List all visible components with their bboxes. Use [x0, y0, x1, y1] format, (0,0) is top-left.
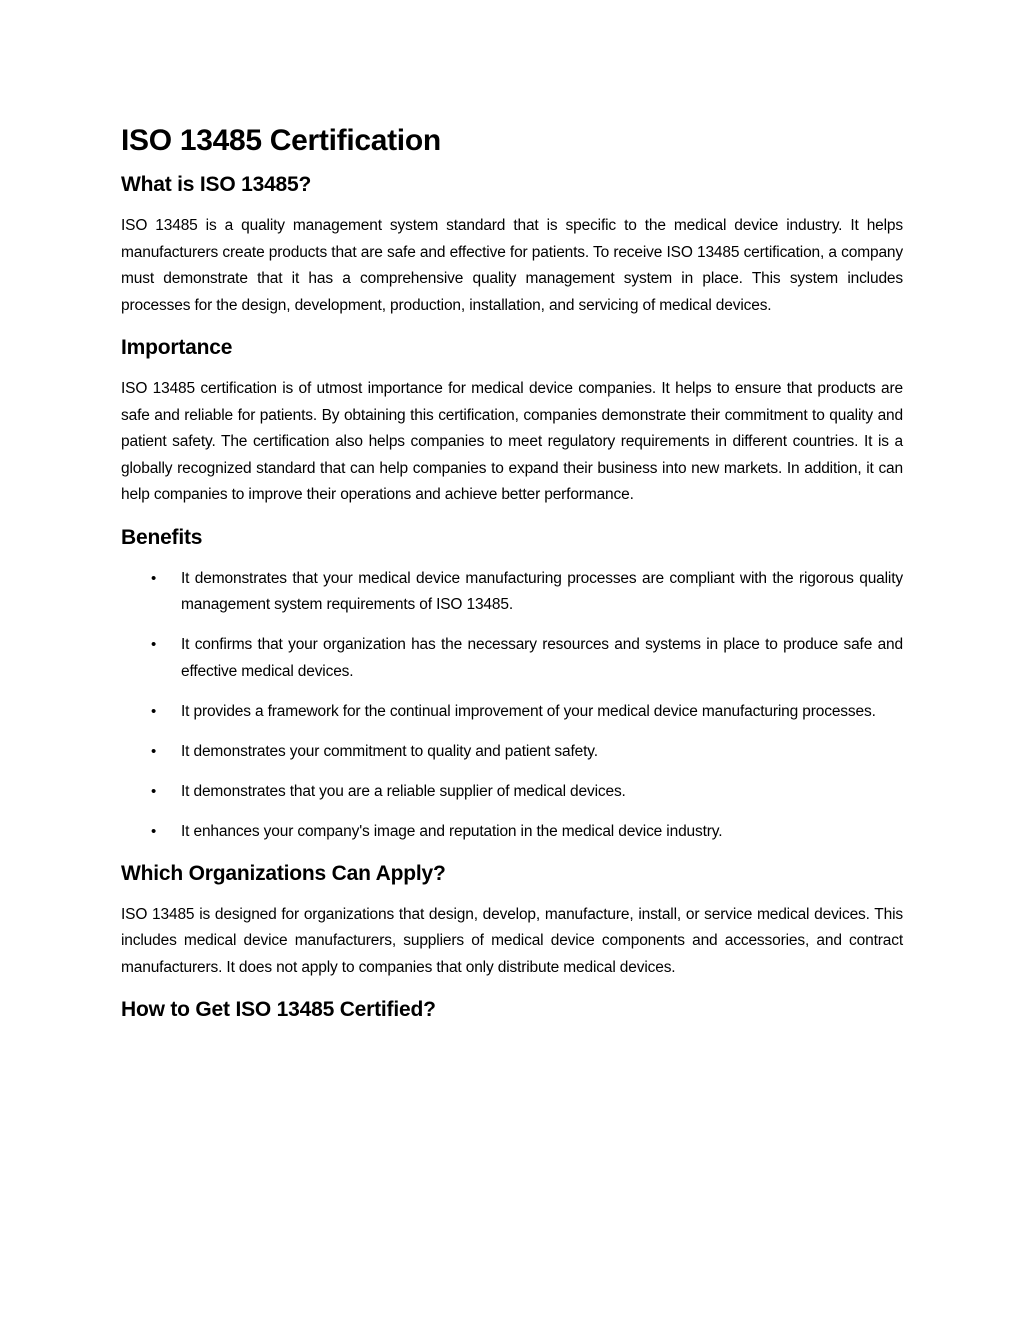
- bullet-icon: •: [151, 742, 157, 760]
- list-item-text: It confirms that your organization has the necessary resources and systems in place to produce safe and effective medical devices.: [181, 636, 903, 680]
- list-item: [121, 632, 903, 685]
- list-item: [121, 739, 903, 766]
- section-heading-importance: Importance: [121, 336, 233, 359]
- bullet-icon: •: [151, 782, 157, 800]
- list-item: [121, 779, 903, 806]
- list-item: [121, 699, 903, 726]
- list-item-text: It enhances your company's image and reputation in the medical device industry.: [181, 822, 723, 840]
- list-item-text: It demonstrates your commitment to quality and patient safety.: [181, 742, 598, 760]
- section-heading-benefits: Benefits: [121, 525, 203, 549]
- bullet-icon: •: [151, 702, 157, 720]
- section-heading-how-to-certify: How to Get ISO 13485 Certified?: [121, 998, 436, 1021]
- bullet-icon: •: [151, 636, 157, 653]
- section-heading-what-is: What is ISO 13485?: [121, 173, 312, 196]
- section-heading-who-can-apply: Which Organizations Can Apply?: [121, 861, 446, 885]
- section-body-what-is: ISO 13485 is a quality management system standard that is specific to the medical device industry. It helps manufacturers create products that are safe and effective for patients. To receive ISO 13485 certification, a company must demonstrate that it has a comprehensive quality management system in place. This system includes processes for the design, development, production, installation, and servicing of medical devices.: [121, 217, 903, 314]
- list-item-text: It demonstrates that your medical device manufacturing processes are compliant with the rigorous quality management system requirements of ISO 13485.: [181, 569, 903, 613]
- list-item: [121, 819, 903, 846]
- list-item: [121, 566, 903, 619]
- list-item-text: It provides a framework for the continual improvement of your medical device manufacturing processes.: [181, 702, 876, 720]
- benefits-list: [121, 566, 903, 846]
- bullet-icon: •: [151, 569, 157, 587]
- bullet-icon: •: [151, 822, 157, 840]
- document-page: [121, 118, 903, 1038]
- page-title: ISO 13485 Certification: [121, 124, 441, 157]
- section-body-importance: ISO 13485 certification is of utmost importance for medical device companies. It helps to ensure that products are safe and reliable for patients. By obtaining this certification, companies demonstrate their commitment to quality and patient safety. The certification also helps companies to meet regulatory requirements in different countries. It is a globally recognized standard that can help companies to expand their business into new markets. In addition, it can help companies to improve their operations and achieve better performance.: [121, 380, 903, 503]
- list-item-text: It demonstrates that you are a reliable supplier of medical devices.: [181, 782, 626, 800]
- section-body-who-can-apply: ISO 13485 is designed for organizations that design, develop, manufacture, install, or service medical devices. This includes medical device manufacturers, suppliers of medical device components and accessories, and contract manufacturers. It does not apply to companies that only distribute medical devices.: [121, 905, 903, 976]
